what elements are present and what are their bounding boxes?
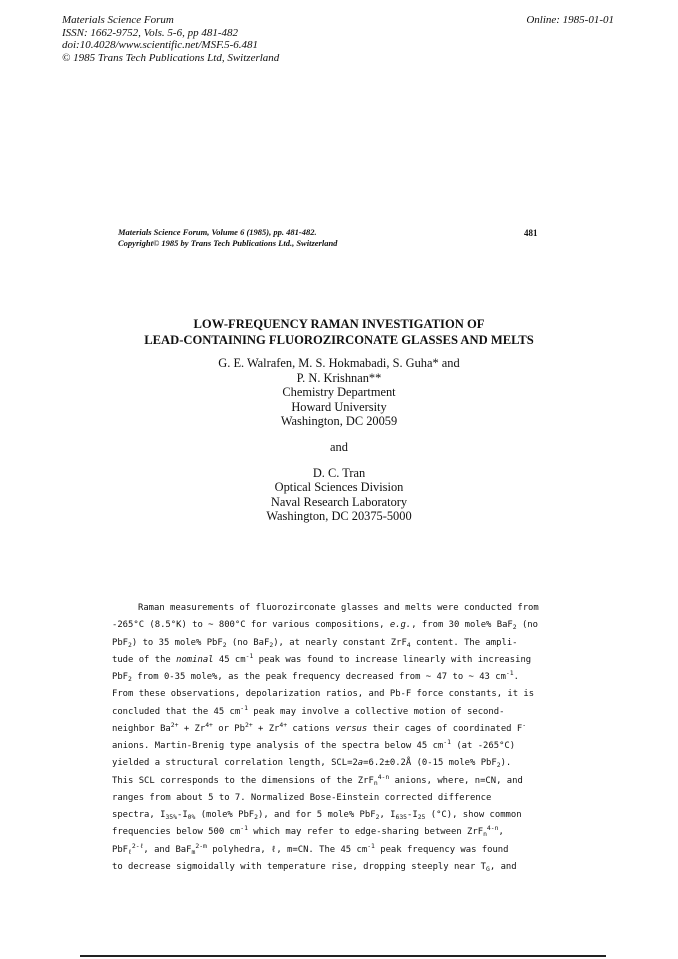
abstract-line: PbF$_\ell^{2-\ell}$, and BaF$_m^{2-m}$ polyhedra, ℓ, m=CN. The 45 $cm^{-1}$ peak frequency was found: [112, 841, 509, 856]
header-copyright: © 1985 Trans Tech Publications Ltd, Switzerland: [62, 51, 280, 64]
abstract-line: ranges from about 5 to 7. Normalized Bose-Einstein corrected difference: [112, 792, 492, 803]
affiliation-1-institution: Howard University: [291, 399, 387, 414]
bottom-rule: [80, 955, 606, 957]
authors-line-1: G. E. Walrafen, M. S. Hokmabadi, S. Guha* and: [218, 356, 460, 370]
abstract-line: PbF$_2$) to 35 mole% PbF$_2$ (no BaF$_2$), at nearly constant ZrF$_4$ content. The ampli-: [112, 637, 518, 649]
abstract-line: PbF$_2$ from 0-35 mole%, as the peak frequency decreased from ~ 47 to ~ 43 $cm^{-1}$.: [112, 669, 519, 683]
abstract-line: neighbor $Ba^{2+} + Zr^{4+}$ or $Pb^{2+} + Zr^{4+}$ cations versus their cages of coordinated F-: [112, 720, 527, 734]
header-issn: ISSN: 1662-9752, Vols. 5-6, pp 481-482: [62, 26, 238, 39]
paper-title: [100, 316, 578, 348]
affiliation-1-dept: Chemistry Department: [282, 385, 396, 400]
page-number: 481: [524, 228, 538, 238]
and-separator: and: [330, 439, 348, 454]
author-tran: D. C. Tran: [312, 465, 366, 480]
title-line-1: LOW-FREQUENCY RAMAN INVESTIGATION OF: [193, 317, 485, 331]
abstract-line: Raman measurements of fluorozirconate glasses and melts were conducted from: [138, 603, 539, 613]
title-line-2: LEAD-CONTAINING FLUOROZIRCONATE GLASSES AND MELTS: [144, 333, 534, 347]
abstract-line: tude of the nominal 45 $cm^{-1}$ peak was found to increase linearly with increasing: [112, 651, 532, 665]
abstract-line: anions. Martin-Brenig type analysis of the spectra below 45 $cm^{-1}$ (at -265°C): [112, 738, 516, 751]
header-metadata: [62, 14, 279, 64]
abstract: [112, 600, 577, 876]
affiliation-2-address: Washington, DC 20375-5000: [266, 509, 412, 524]
abstract-line: From these observations, depolarization ratios, and Pb-F force constants, it is: [112, 689, 535, 700]
abstract-line: This SCL corresponds to the dimensions of the ZrF$_n^{4-n}$ anions, where, n=CN, and: [112, 772, 523, 787]
abstract-line: -265°C (8.5°K) to ~ 800°C for various compositions, e.g., from 30 mole% BaF$_2$ (no: [112, 620, 538, 632]
affiliation-2-institution: Naval Research Laboratory: [270, 494, 408, 509]
abstract-line: spectra, $I_{35\%}-I_{0\%}$ (mole% PbF$_2$), and for 5 mole% PbF$_2$, $I_{635}-I_{25}$ (°C), show common: [112, 810, 522, 821]
journal-reference: [118, 227, 337, 249]
journal-copyright-line: Copyright© 1985 by Trans Tech Publications Ltd., Switzerland: [118, 238, 338, 248]
affiliation-2-division: Optical Sciences Division: [274, 480, 404, 495]
abstract-line: to decrease sigmoidally with temperature rise, dropping steeply near $T_G$, and: [112, 861, 517, 873]
authors-block: [80, 356, 598, 524]
abstract-line: concluded that the 45 $cm^{-1}$ peak may involve a collective motion of second-: [112, 703, 505, 717]
header-online-date: Online: 1985-01-01: [526, 14, 614, 26]
journal-volume-line: Materials Science Forum, Volume 6 (1985), pp. 481-482.: [118, 227, 317, 237]
header-doi: doi:10.4028/www.scientific.net/MSF.5-6.481: [62, 39, 259, 51]
header-journal: Materials Science Forum: [62, 14, 174, 26]
affiliation-1-address: Washington, DC 20059: [280, 414, 398, 429]
abstract-line: frequencies below 500 $cm^{-1}$ which may refer to edge-sharing between ZrF$_n^{4-n}$,: [112, 824, 504, 839]
authors-line-2: P. N. Krishnan**: [296, 370, 382, 385]
abstract-line: yielded a structural correlation length, SCL=2a=6.2±0.2Å (0-15 mole% PbF$_2$).: [112, 758, 512, 770]
